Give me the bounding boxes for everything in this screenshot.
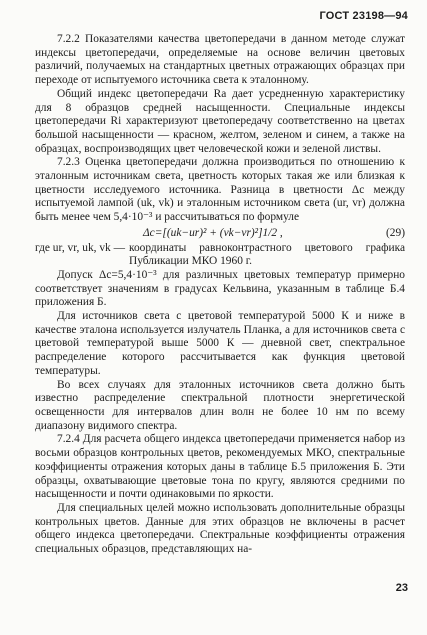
legend-description: координаты равноконтрастного цветового графика Публикации МКО 1960 г. xyxy=(128,241,405,268)
formula-number: (29) xyxy=(386,226,405,239)
legend-variables: где ur, vr, uk, vk — xyxy=(35,241,125,254)
paragraph-tolerance: Допуск Δc=5,4·10⁻³ для различных цветовых температур примерно соответствует значениям в градусах Кельвина, указанным в таблице Б.4 приложения Б. xyxy=(35,268,405,309)
paragraph-7-2-3: 7.2.3 Оценка цветопередачи должна производиться по отношению к эталонным источникам света, цветность которых такая же или близкая к цветности исследуемого источника. Разница в цветности Δc между испытуемой лампой (uk, vk) и эталонным источником света (ur, vr) должна быть менее чем 5,4·10⁻³ и рассчитываться по формуле xyxy=(35,156,405,224)
standard-header: ГОСТ 23198—94 xyxy=(319,10,408,22)
formula-legend xyxy=(35,242,405,269)
paragraph-special-samples: Для специальных целей можно использовать дополнительные образцы контрольных цветов. Данные для этих образцов не включены в расчет общего индекса цветопередачи. Спектральные коэффициенты отражения специальных образцов, представляющих на- xyxy=(35,501,405,556)
formula-29 xyxy=(35,227,405,241)
paragraph-ra-index: Общий индекс цветопередачи Ra дает усредненную характеристику для 8 образцов средней насыщенности. Специальные индексы цветопередачи Ri характеризуют цветопередачу соответственно на цветах большой насыщенности — красном, желтом, зеленом и синем, а также на образцах, воспроизводящих цвет человеческой кожи и зеленой листвы. xyxy=(35,87,405,155)
document-body xyxy=(35,33,405,557)
paragraph-7-2-4: 7.2.4 Для расчета общего индекса цветопередачи применяется набор из восьми образцов контрольных цветов, рекомендуемых МКО, спектральные коэффициенты отражения которых даны в таблице Б.5 приложения Б. Эти образцы, охватывающие цветовые тона по кругу, являются средними по насыщенности и почти одинаковыми по яркости. xyxy=(35,433,405,501)
formula-expression: Δc=[(uk−ur)² + (vk−vr)²]1/2 , xyxy=(143,226,283,239)
paragraph-7-2-2: 7.2.2 Показателями качества цветопередачи в данном методе служат индексы цветопередачи, определяемые на основе величин цветовых различий, получаемых на стандартных цветных отражающих образцах при переходе от испытуемого источника света к эталонному. xyxy=(35,33,405,87)
page-number: 23 xyxy=(395,582,408,594)
paragraph-reference-sources: Для источников света с цветовой температурой 5000 К и ниже в качестве эталона используется излучатель Планка, а для источников света с цветовой температурой выше 5000 К — дневной свет, спектральное распределение которого рассчитывается как функция цветовой температуры. xyxy=(35,310,405,377)
paragraph-spectral-distribution: Во всех случаях для эталонных источников света должно быть известно распределение спектральной плотности энергетической освещенности для интервалов длин волн не более 10 нм по всему диапазону видимого спектра. xyxy=(35,378,405,432)
